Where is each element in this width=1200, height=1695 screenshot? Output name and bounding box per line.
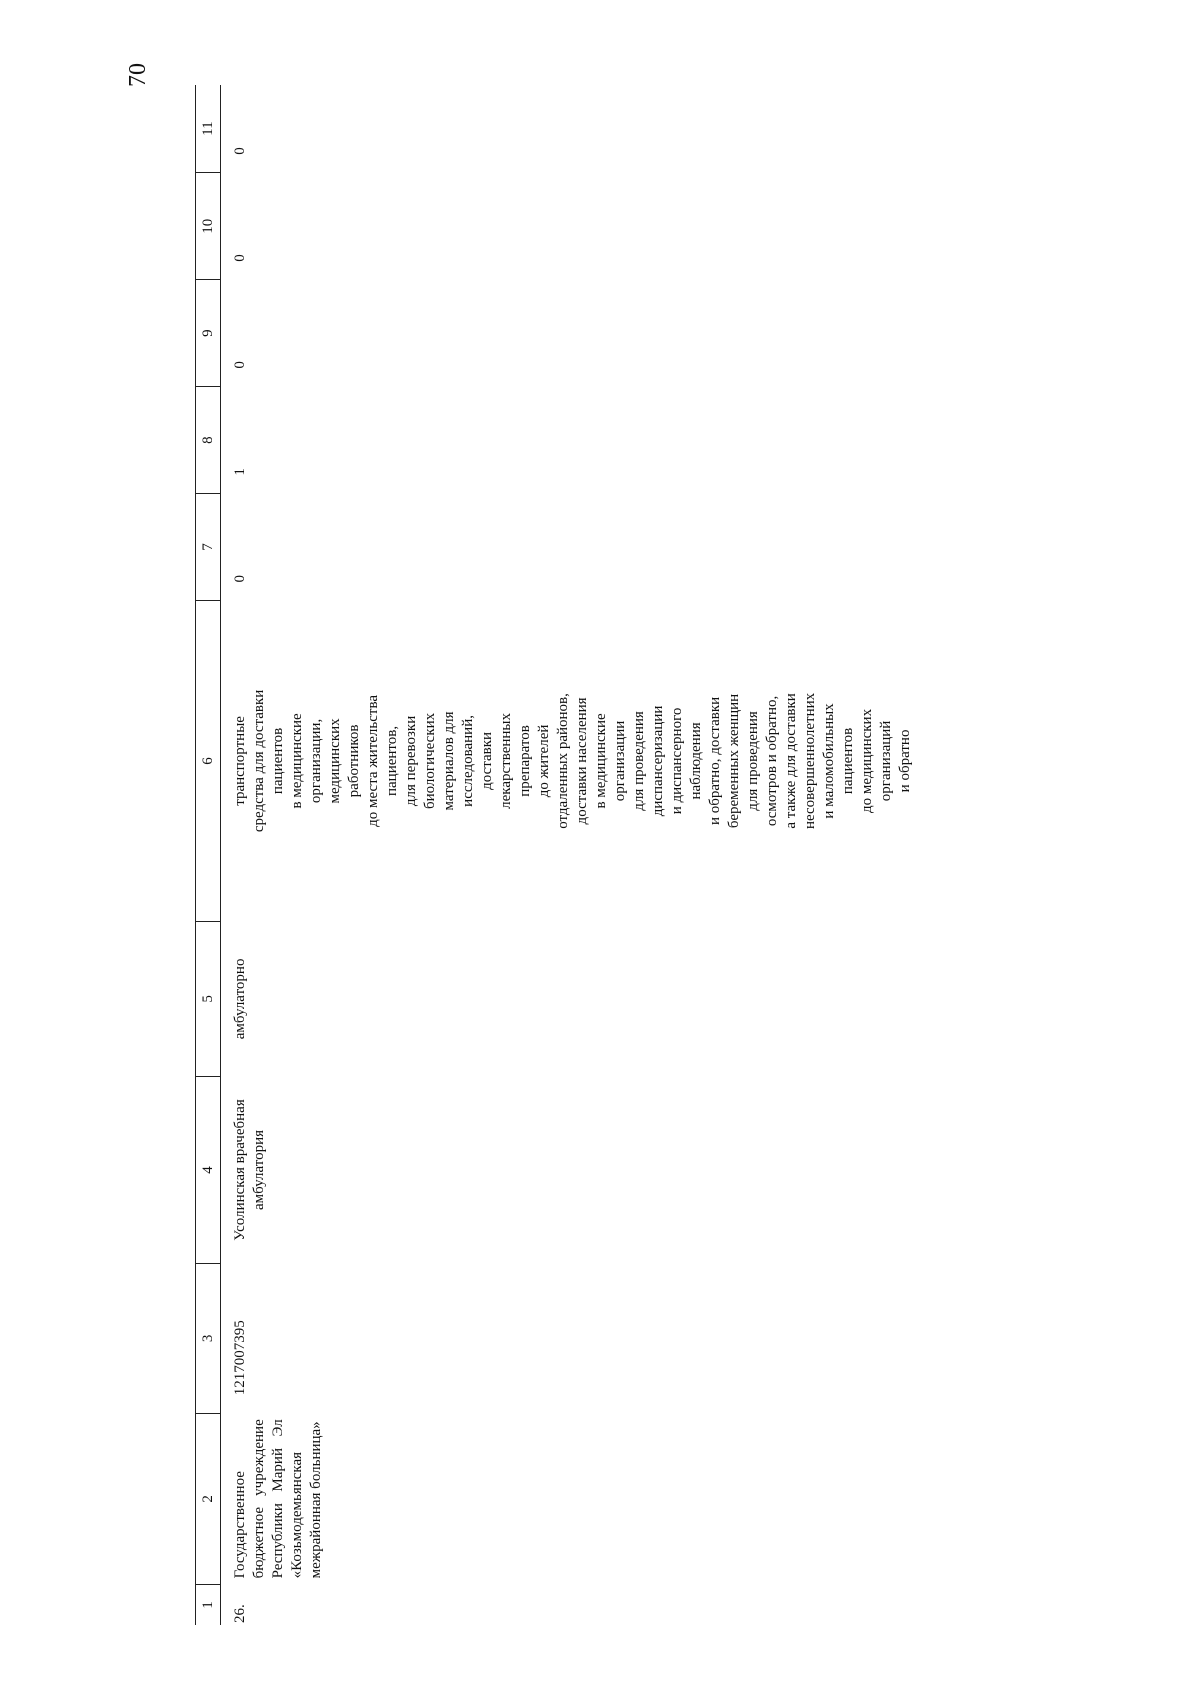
purpose-line: организации (612, 720, 628, 802)
purpose-line: транспортные (232, 716, 248, 806)
purpose-line: доставки (479, 731, 495, 790)
value-col-8: 1 (232, 468, 248, 476)
purpose-line: для перевозки (403, 715, 419, 807)
vehicle-purpose (221, 601, 916, 922)
value-col-11: 0 (232, 147, 248, 155)
purpose-line: пациентов, (384, 725, 400, 796)
column-header-7: 7 (196, 494, 221, 601)
purpose-line: осмотров и обратно, (764, 695, 780, 827)
column-header-4: 4 (196, 1076, 221, 1263)
column-header-3: 3 (196, 1264, 221, 1414)
organization-code: 1217007395 (232, 1320, 248, 1396)
purpose-line: и маломобильных (821, 703, 837, 819)
table-row (221, 85, 916, 1625)
value-col-9: 0 (232, 361, 248, 369)
column-header-9: 9 (196, 280, 221, 387)
column-number-row (196, 85, 221, 1625)
purpose-line: и обратно, доставки (707, 696, 723, 826)
column-header-6: 6 (196, 601, 221, 922)
purpose-line: организаций (878, 720, 894, 802)
purpose-line: и диспансерного (669, 707, 685, 815)
purpose-line: лекарственных (498, 713, 514, 809)
purpose-line: доставки населения (574, 697, 590, 825)
row-number: 26. (232, 1604, 248, 1623)
column-header-11: 11 (196, 85, 221, 173)
purpose-line: до жителей (536, 724, 552, 798)
vehicle-table (195, 85, 915, 1625)
purpose-line: наблюдения (688, 722, 704, 800)
purpose-line: пациентов (840, 727, 856, 795)
purpose-line: и обратно (897, 729, 913, 793)
purpose-line: отдаленных районов, (555, 693, 571, 829)
purpose-line: исследований, (460, 715, 476, 807)
purpose-line: до места жительства (365, 694, 381, 827)
column-header-10: 10 (196, 173, 221, 280)
organization-name: Государственное бюджетное учреждение Республики Марий Эл «Козьмодемьянская межрайонная больница» (232, 1419, 324, 1579)
purpose-line: организации, (308, 718, 324, 804)
purpose-line: несовершеннолетних (802, 692, 818, 830)
purpose-line: средства для доставки (251, 689, 267, 833)
value-col-7: 0 (232, 575, 248, 583)
value-col-10: 0 (232, 254, 248, 262)
care-type: амбулаторно (232, 958, 248, 1040)
purpose-line: беременных женщин (726, 693, 742, 829)
purpose-line: в медицинские (289, 713, 305, 809)
column-header-8: 8 (196, 387, 221, 494)
purpose-line: медицинских (327, 718, 343, 804)
column-header-5: 5 (196, 921, 221, 1076)
column-header-1: 1 (196, 1584, 221, 1625)
purpose-line: до медицинских (859, 708, 875, 813)
rotated-sheet (195, 85, 1200, 1625)
purpose-line: пациентов (270, 727, 286, 795)
column-header-2: 2 (196, 1413, 221, 1584)
purpose-line: препаратов (517, 725, 533, 797)
page-number: 70 (125, 63, 151, 87)
unit-name: Усолинская врачебная амбулатория (232, 1099, 267, 1241)
purpose-line: для проведения (745, 711, 761, 811)
purpose-line: а также для доставки (783, 693, 799, 829)
purpose-line: биологических (422, 712, 438, 810)
purpose-line: материалов для (441, 711, 457, 811)
purpose-line: в медицинские (593, 713, 609, 809)
purpose-line: для проведения (631, 711, 647, 811)
purpose-line: диспансеризации (650, 705, 666, 817)
purpose-line: работников (346, 724, 362, 798)
